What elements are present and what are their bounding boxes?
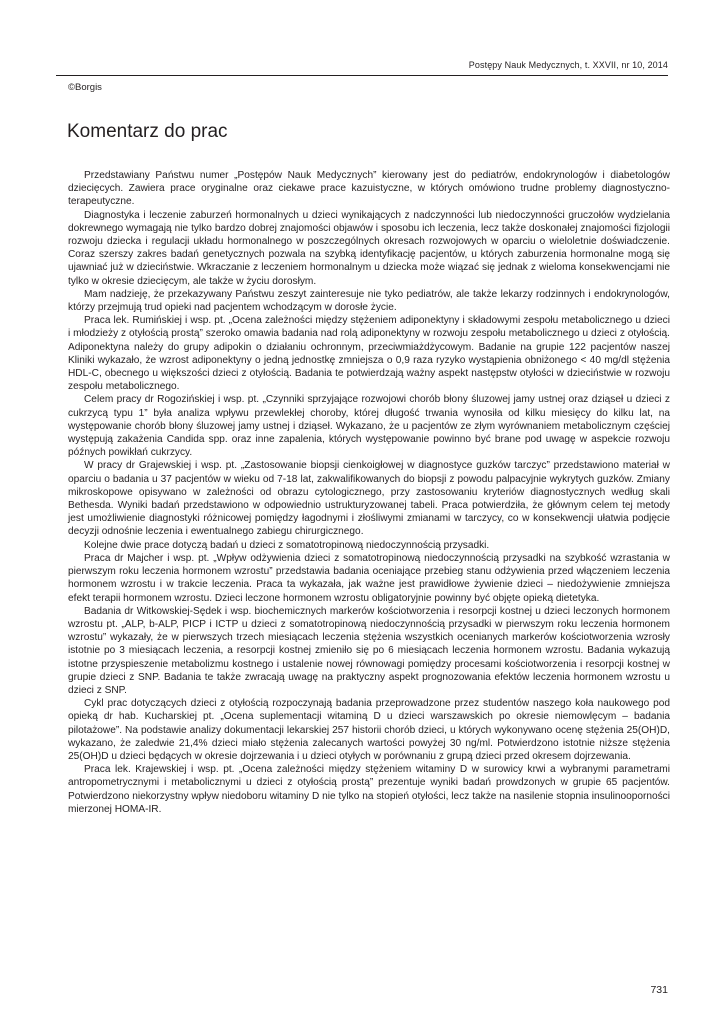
paragraph: Praca dr Majcher i wsp. pt. „Wpływ odżywienia dzieci z somatotropinową niedoczynnością przysadki na szybkość wzrastania w pierwszym roku leczenia hormonem wzrostu” przedstawia badania oceniające przebieg stanu odżywienia przed włączeniem leczenia hormonem wzrostu i w trakcie leczenia. Praca ta wykazała, jak ważne jest prawidłowe żywienie dzieci – niedożywienie zmniejsza efekt terapii hormonem wzrostu. Dzieci leczone hormonem wzrostu obligatoryjnie powinny być objęte opieką dietetyka. [68,552,670,604]
paragraph: Badania dr Witkowskiej-Sędek i wsp. biochemicznych markerów kościotworzenia i resorpcji kostnej u dzieci leczonych hormonem wzrostu pt. „ALP, b-ALP, PICP i ICTP u dzieci z somatotropinową niedoczynnością przysadki w pierwszym roku leczenia hormonem wzrostu” wykazały, że w pierwszych trzech miesiącach leczenia stężenia wszystkich ocenianych markerów kościotworzenia wzrosły istotnie po 3 miesiącach leczenia, a resorpcji kostnej zmieniło się po 6 miesiącach leczenia hormonem wzrostu. Badania wykazują istotne przyspieszenie metabolizmu kostnego i ustalenie nowej równowagi pomiędzy procesami kościotworzenia i resorpcji kostnej w grupie dzieci z SNP. Badania te także zwracają uwagę na praktyczny aspekt prognozowania efektów leczenia hormonem wzrostu u dzieci z SNP. [68,605,670,696]
paragraph: Praca lek. Krajewskiej i wsp. pt. „Ocena zależności między stężeniem witaminy D w surowicy krwi a wybranymi parametrami antropometrycznymi i metabolicznymi u dzieci z otyłością prostą” prezentuje wyniki badań prowdzonych w grupie 65 pacjentów. Potwierdzono niekorzystny wpływ niedoboru witaminy D nie tylko na stopień otyłości, lecz także na nasilenie stopnia insulinooporności mierzonej HOMA-IR. [68,764,670,815]
article-title: Komentarz do prac [67,121,228,142]
paragraph: Kolejne dwie prace dotyczą badań u dzieci z somatotropinową niedoczynnością przysadki. [84,539,490,551]
page-number: 731 [650,984,668,996]
paragraph: Przedstawiany Państwu numer „Postępów Nauk Medycznych” kierowany jest do pediatrów, endokrynologów i diabetologów dziecięcych. Zawiera prace oryginalne oraz ciekawe prace kazuistyczne, w których omówiono trudne problemy diagnostyczno-terapeutyczne. [68,170,670,208]
article-body [68,169,670,816]
running-header: Postępy Nauk Medycznych, t. XXVII, nr 10, 2014 [468,60,668,70]
paragraph: Cykl prac dotyczących dzieci z otyłością rozpoczynają badania przeprowadzone przez studentów naszego koła naukowego pod opieką dr hab. Kucharskiej pt. „Ocena suplementacji witaminą D u dzieci warszawskich po okresie niemowlęcym – badania pilotażowe”. Na podstawie analizy dokumentacji lekarskiej 257 historii chorób dzieci, u których wykonywano ocenę stężenia 25(OH)D, wykazano, że zaledwie 21,4% dzieci miało stężenia zalecanych wartości powyżej 30 ng/ml. Potwierdzono istotnie niższe stężenia 25(OH)D u dzieci będących w okresie dojrzewania i u dzieci otyłych w porównaniu z grupą dzieci przed okresem dojrzewania. [68,698,670,762]
paragraph: Diagnostyka i leczenie zaburzeń hormonalnych u dzieci wynikających z nadczynności lub niedoczynności gruczołów wydzielania dokrewnego wymagają nie tylko bardzo dobrej znajomości objawów i sposobu ich leczenia, lecz także doskonałej znajomości fizjologii rozwoju dziecka i regulacji układu hormonalnego w poszczególnych okresach rozwojowych w oparciu o wieloletnie doświadczenie. Coraz szerszy zakres badań genetycznych pozwala na szybką identyfikację pacjentów, u których zaburzenia hormonalne mogą się ujawniać już w dzieciństwie. Wkraczanie z leczeniem hormonalnym u dziecka może wiązać się jednak z wieloma konsekwencjami nie tylko w okresie dziecięcym, ale także w życiu dorosłym. [68,209,670,287]
copyright-notice: ©Borgis [68,82,102,93]
paragraph: Praca lek. Rumińskiej i wsp. pt. „Ocena zależności między stężeniem adiponektyny i składowymi zespołu metabolicznego u dzieci i młodzieży z otyłością prostą” szeroko omawia badania nad rolą adiponektyny w rozwoju zespołu metabolicznego u dzieci z otyłością. Adiponektyna należy do grupy adipokin o działaniu ochronnym, przeciwmiażdżycowym. Badanie na grupie 122 pacjentów naszej Kliniki wykazało, że wzrost adiponektyny o jedną jednostkę zmniejsza o 0,9 raza ryzyko wystąpienia obniżonego < 40 mg/dl stężenia HDL-C, obecnego u większości dzieci z otyłością. Badania te potwierdzają ważny aspekt następstw otyłości w dzieciństwie w rozwoju zespołu metabolicznego. [68,315,670,393]
header-divider [56,75,668,76]
paragraph: Celem pracy dr Rogozińskiej i wsp. pt. „Czynniki sprzyjające rozwojowi chorób błony śluzowej jamy ustnej oraz dziąseł u dzieci z cukrzycą typu 1” była analiza wpływu przewlekłej choroby, której długość trwania wynosiła od kilku miesięcy do kilku lat, na występowanie chorób błony śluzowej jamy ustnej i dziąseł. Wykazano, że u pacjentów ze złym wyrównaniem metabolicznym częściej występują zakażenia Candida spp. oraz inne zapalenia, których występowanie powinno być brane pod uwagę w aspekcie rozwoju późnych powikłań cukrzycy. [68,394,670,459]
paragraph: Mam nadzieję, że przekazywany Państwu zeszyt zainteresuje nie tyko pediatrów, ale także lekarzy rodzinnych i endokrynologów, którzy przejmują trud opieki nad pacjentem wchodzącym w dorosłe życie. [68,288,670,314]
paragraph: W pracy dr Grajewskiej i wsp. pt. „Zastosowanie biopsji cienkoigłowej w diagnostyce guzków tarczyc” przedstawiono materiał w oparciu o badania u 37 pacjentów w wieku od 7-18 lat, zakwalifikowanych do biopsji z powodu palpacyjnie wykrytych guzków. Zmiany mikroskopowe opisywano w zależności od obrazu cytologicznego, przy zastosowaniu kryteriów diagnostycznych według skali Bethesda. Wyniki badań przedstawiono w odpowiednio ustrukturyzowanej tabeli. Praca potwierdziła, że głównym celem tej metody jest umożliwienie diagnostyki różnicowej pomiędzy łagodnymi i złośliwymi zmianami w tarczycy, co w konsekwencji ułatwia podjęcie decyzji odnośnie leczenia i ewentualnego zabiegu chirurgicznego. [68,460,670,538]
